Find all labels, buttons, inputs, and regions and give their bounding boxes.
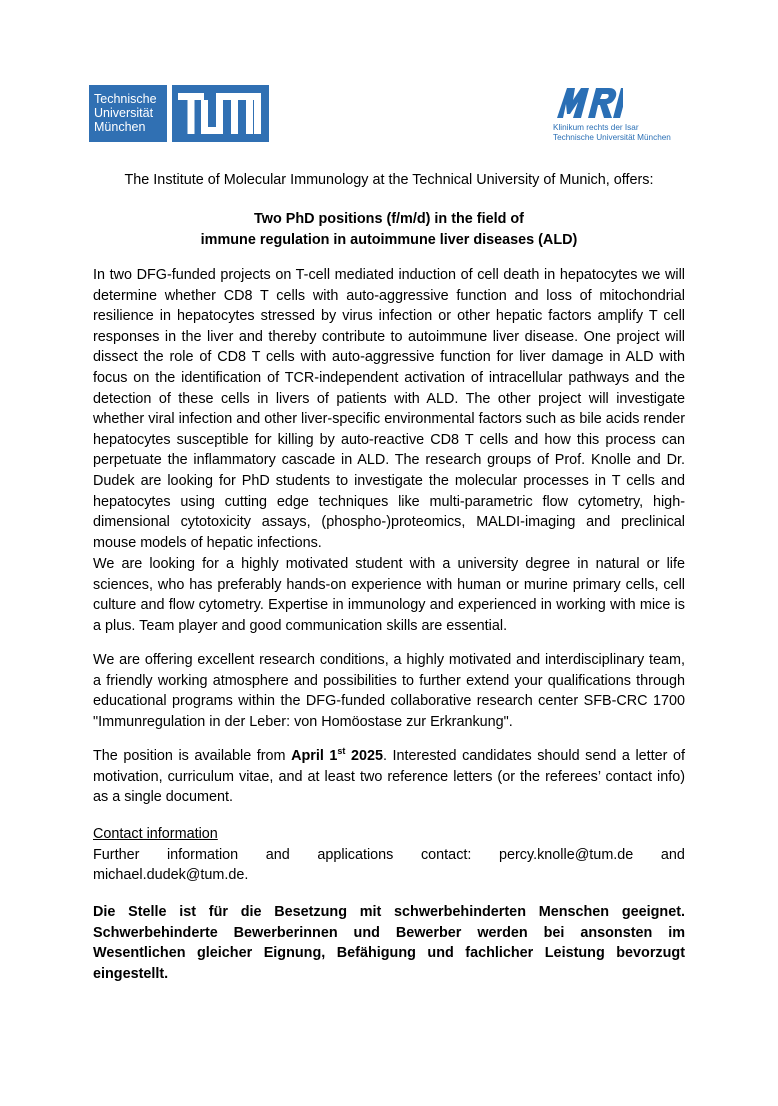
intro-line: The Institute of Molecular Immunology at the Technical University of Munich, offers: — [124, 172, 654, 188]
tum-name-line-1: Technische — [94, 92, 157, 106]
application-text-end: . Interested candidates should send a letter of motivation, curriculum vitae, and at least two reference letters (or the referees’ contact info) as a single document. — [93, 748, 686, 806]
tum-logo — [89, 85, 269, 142]
start-date-suffix: st — [337, 746, 346, 757]
contact-word: applications — [317, 846, 394, 863]
mri-wordmark-icon — [557, 86, 623, 120]
mri-logo — [553, 86, 683, 146]
contact-section — [93, 824, 685, 886]
contact-word: and — [660, 846, 685, 863]
contact-word: Further — [93, 846, 140, 863]
contact-word: information — [166, 846, 239, 863]
disability-notice: Die Stelle ist für die Besetzung mit schwerbehinderten Menschen geeignet. Schwerbehinderte Bewerberinnen und Bewerber werden bei ansonsten im Wesentlichen gleicher Eignung, Befähigung und fachlicher Leistung bevorzugt eingestellt. — [93, 904, 685, 982]
mri-caption-line-1: Klinikum rechts der Isar — [553, 123, 639, 132]
contact-email-knolle[interactable]: percy.knolle@tum.de — [498, 846, 634, 863]
tum-name-line-2: Universität — [94, 106, 154, 120]
start-date — [291, 748, 383, 764]
tum-name-box — [89, 85, 167, 142]
project-description-paragraph: In two DFG-funded projects on T-cell mediated induction of cell death in hepatocytes we will determine whether CD8 T cells with auto-aggressive function and loss of mitochondrial resilience in hepatocytes stressed by virus infection or other hepatic factors amplify T cell responses in the liver and thereby contribute to autoimmune liver disease. One project will dissect the role of CD8 T cells with auto-aggressive function for liver damage in ALD with focus on the identification of TCR-independent activation of intracellular pathways and the detection of these cells in livers of patients with ALD. The other project will investigate whether viral infection and other liver-specific environmental factors such as bile acids render hepatocytes susceptible for killing by auto-reactive CD8 T cells and how this process can perpetuate the inflammatory cascade in ALD. The research groups of Prof. Knolle and Dr. Dudek are looking for PhD students to investigate the molecular processes in T cells and hepatocytes using cutting edge techniques like multi-parametric flow cytometry, high-dimensional cytotoxicity assays, (phospho-)proteomics, MALDI-imaging and preclinical mouse models of hepatic infections. — [93, 267, 685, 551]
application-text-start: The position is available from — [93, 748, 292, 764]
contact-word: and — [265, 846, 290, 863]
application-paragraph — [93, 746, 685, 808]
tum-wordmark-icon — [172, 85, 269, 142]
mri-caption — [553, 123, 671, 143]
candidate-profile-paragraph: We are looking for a highly motivated student with a university degree in natural or life sciences, who has preferably hands-on experience with human or murine primary cells, cell culture and flow cytometry. Expertise in immunology and experienced in working with mice is a plus. Team player and good communication skills are essential. — [93, 556, 685, 634]
start-date-year: 2025 — [345, 748, 383, 764]
contact-line-1 — [93, 845, 685, 866]
contact-word: contact: — [420, 846, 472, 863]
offer-paragraph: We are offering excellent research conditions, a highly motivated and interdisciplinary team, a friendly working atmosphere and possibilities to further extend your qualifications through educational programs within the DFG-funded collaborative research center SFB-CRC 1700 "Immunregulation in der Leber: von Homöostase zur Erkrankung". — [93, 652, 685, 730]
contact-title: Contact information — [93, 826, 218, 842]
heading-line-2: immune regulation in autoimmune liver diseases (ALD) — [200, 231, 578, 248]
start-date-day: April 1 — [291, 748, 338, 764]
mri-caption-line-2: Technische Universität München — [553, 133, 671, 142]
contact-email-dudek[interactable]: michael.dudek@tum.de. — [93, 867, 249, 884]
tum-name-line-3: München — [94, 120, 146, 134]
position-heading — [93, 209, 685, 250]
heading-line-1: Two PhD positions (f/m/d) in the field of — [254, 211, 524, 227]
